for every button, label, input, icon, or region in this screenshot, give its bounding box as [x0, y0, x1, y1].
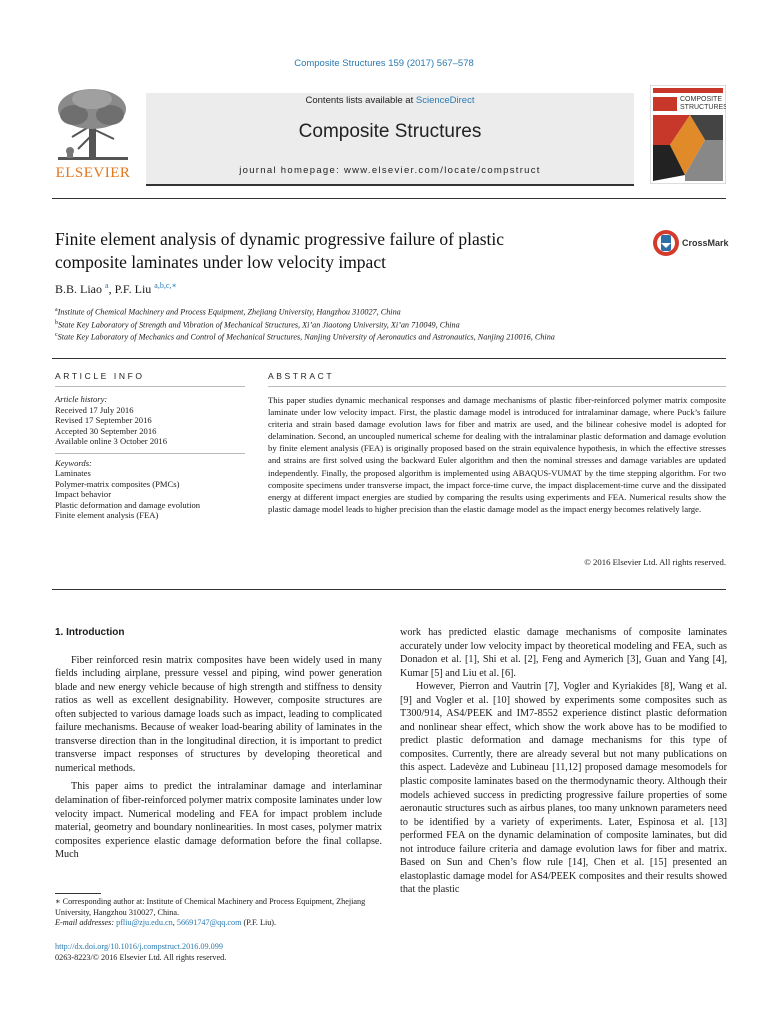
- journal-homepage[interactable]: journal homepage: www.elsevier.com/locate/compstruct: [239, 165, 541, 176]
- title-line-1: Finite element analysis of dynamic progressive failure of plastic: [55, 229, 505, 249]
- article-title: [55, 228, 615, 274]
- affiliations: [55, 305, 735, 343]
- section-heading-introduction: 1. Introduction: [55, 627, 125, 638]
- keyword: Laminates: [55, 468, 91, 478]
- journal-cover-thumbnail[interactable]: [650, 85, 726, 184]
- keyword: Plastic deformation and damage evolution: [55, 499, 201, 510]
- affiliation: $^a$Institute of Chemical Machinery and Process Equipment, Zhejiang University, Hangzhou 310027, China: [55, 307, 401, 317]
- body-rule: [52, 589, 726, 590]
- keyword: Polymer-matrix composites (PMCs): [55, 478, 180, 489]
- elsevier-tree-logo[interactable]: [52, 85, 134, 185]
- right-column: [400, 626, 727, 897]
- history-item: Received 17 July 2016: [55, 404, 134, 415]
- doi-block: [55, 941, 226, 963]
- journal-reference[interactable]: Composite Structures 159 (2017) 567–578: [294, 58, 474, 69]
- info-rule: [55, 386, 245, 387]
- email-link[interactable]: pfliu@zju.edu.cn: [116, 918, 173, 927]
- author-affil-mark[interactable]: a,b,c,∗: [154, 281, 177, 290]
- affiliation: $^b$State Key Laboratory of Strength and Vibration of Mechanical Structures, Xi’an Jiaotong University, Xi’an 710049, China: [55, 319, 460, 330]
- abstract-rule: [268, 386, 726, 387]
- elsevier-wordmark: ELSEVIER: [55, 165, 131, 181]
- paragraph: However, Pierron and Vautrin [7], Vogler and Kyriakides [8], Wang et al. [9] and Vogler et al. [10] showed by experiments some composites such as T300/914, AS4/PEEK and IM7-8552 experience distinct plastic deformation and nonlinear shear effect, which show the work above has to be modified to predict plastic deformation and damage mechanisms for this type of composites. Currently, there are already several but not many publications on this aspect. Ladevèze and Lubineau [11,12] proposed damage mesomodels for plastic composite laminates based on the thermodynamic theory. Although their models achieved success in predicting progressive failure properties of some aeronautic structures such as airbus planes, too many unknown parameters need to be identified by a variety of experiments. Later, Espinosa et al. [13] performed FEA on the dynamic delamination of composite laminates, but did not introduce failure criteria and damage evolution laws for fiber and matrix. Based on Sun and Chen’s flow rule [14], Chen et al. [15] presented an elastoplastic damage model for AS4/PEEK composites and their results showed that the plastic: [400, 681, 727, 896]
- crossmark-badge[interactable]: [652, 229, 732, 259]
- banner-center: [146, 93, 634, 186]
- author-list: B.B. Liao $^a$, P.F. Liu $^{a,b,c,∗}$: [55, 281, 177, 296]
- journal-banner: [52, 85, 726, 185]
- history-item: Accepted 30 September 2016: [55, 425, 157, 436]
- email-line: E-mail addresses: pfliu@zju.edu.cn, 56691747@qq.com (P.F. Liu).: [55, 918, 277, 927]
- keyword: Impact behavior: [55, 489, 112, 499]
- history-label: Article history:: [55, 394, 108, 404]
- footnote-rule: [55, 893, 101, 894]
- header-rule: [52, 198, 726, 199]
- journal-name[interactable]: Composite Structures: [298, 121, 482, 142]
- paragraph: work has predicted elastic damage mechanisms of composite laminates accurately under low velocity impact by theoretical modeling and FEA, such as Donadon et al. [1], Shi et al. [2], Feng and Aymerich [3], Guan and Yang [4], Kumar [5] and Liu et al. [6].: [400, 627, 727, 679]
- keyword: Finite element analysis (FEA): [55, 510, 159, 520]
- left-column: [55, 626, 382, 862]
- issn-line: 0263-8223/© 2016 Elsevier Ltd. All rights reserved.: [55, 953, 227, 962]
- crossmark-icon: [652, 229, 680, 257]
- abstract-copyright: © 2016 Elsevier Ltd. All rights reserved.: [584, 557, 726, 567]
- corresponding-author-note: ∗ Corresponding author at: Institute of Chemical Machinery and Process Equipment, Zhejiang University, Hangzhou 310027, China.: [55, 897, 366, 917]
- section-rule: [52, 358, 726, 359]
- email-link[interactable]: 56691747@qq.com: [176, 918, 242, 927]
- history-item: Available online 3 October 2016: [55, 436, 168, 446]
- cover-title-line2: STRUCTURES: [680, 104, 726, 111]
- author-affil-mark[interactable]: a: [105, 281, 109, 290]
- paragraph: This paper aims to predict the intralaminar damage and interlaminar delamination of fiber-reinforced polymer matrix composite laminates under low velocity impact. Numerical modeling and FEA for impact problem include material, geometry and boundary nonlinearities. In most cases, polymer matrix composites experience elastic damage deformation before the final collapse. Much: [55, 781, 382, 861]
- keywords-label: Keywords:: [55, 457, 92, 468]
- article-info: [55, 394, 240, 521]
- author-name[interactable]: B.B. Liao: [55, 282, 102, 296]
- history-item: Revised 17 September 2016: [55, 415, 152, 425]
- contents-prefix: Contents lists available at: [305, 95, 416, 106]
- article-info-heading: ARTICLE INFO: [55, 371, 145, 381]
- info-divider: [55, 453, 245, 454]
- abstract-text: This paper studies dynamic mechanical responses and damage mechanisms of plastic fiber-reinforced polymer matrix composite laminate under low velocity impact. First, the plastic damage model is introduced for intralaminar damage, where Puck’s failure criteria and strain based damage evolution laws for fiber and matrix are used, and the bilinear cohesive model is adopted for delamination. Second, an uncoupled numerical scheme for dealing with the intralaminar plastic deformation and damage evolution by finite element analysis (FEA) is originally proposed based on the strain equivalence hypothesis, in which the effective stresses and strains are first solved using the backward Euler algorithm and then the nominal stresses and damage variables are updated independently. Finally, the proposed algorithm is implemented using ABAQUS-VUMAT by the time stepping algorithm. For two composite specimens under transverse impact, the impact force-time curve, the impact displacement-time curve and the dissipated energy at different impact energies are studied by comparing the results using experiments and FEA. Numerical results show the plastic damage model leads to higher precision than the elastic damage model as the impact energy becomes relatively large.: [268, 395, 726, 514]
- author-name[interactable]: P.F. Liu: [114, 282, 152, 296]
- title-line-2: composite laminates under low velocity impact: [55, 252, 386, 272]
- doi-link[interactable]: http://dx.doi.org/10.1016/j.compstruct.2016.09.099: [55, 942, 223, 951]
- paragraph: Fiber reinforced resin matrix composites have been widely used in many fields including airplane, pressure vessel and piping, wind power generation blade and new energy vehicle because of high strength and stiffness to density ratios as well as excellent designability. However, composite structures are often subjected to various damage loads such as impact, leading to complicated failure mechanisms. Because of weaker load-bearing ability of laminates in the transverse direction than in the longitudinal direction, it is important to predict transverse impact responses of structures by developing theoretical and numerical methods.: [55, 654, 382, 774]
- affiliation: $^c$State Key Laboratory of Mechanics and Control of Mechanical Structures, Nanjing University of Aeronautics and Astronautics, Nanjing 210016, China: [55, 332, 555, 343]
- sciencedirect-link[interactable]: ScienceDirect: [415, 95, 475, 106]
- contents-line: [146, 93, 634, 106]
- cover-title-line1: COMPOSITE: [680, 96, 723, 103]
- abstract-heading: ABSTRACT: [268, 371, 335, 381]
- crossmark-label: CrossMark: [682, 238, 729, 248]
- footnote: [55, 897, 385, 929]
